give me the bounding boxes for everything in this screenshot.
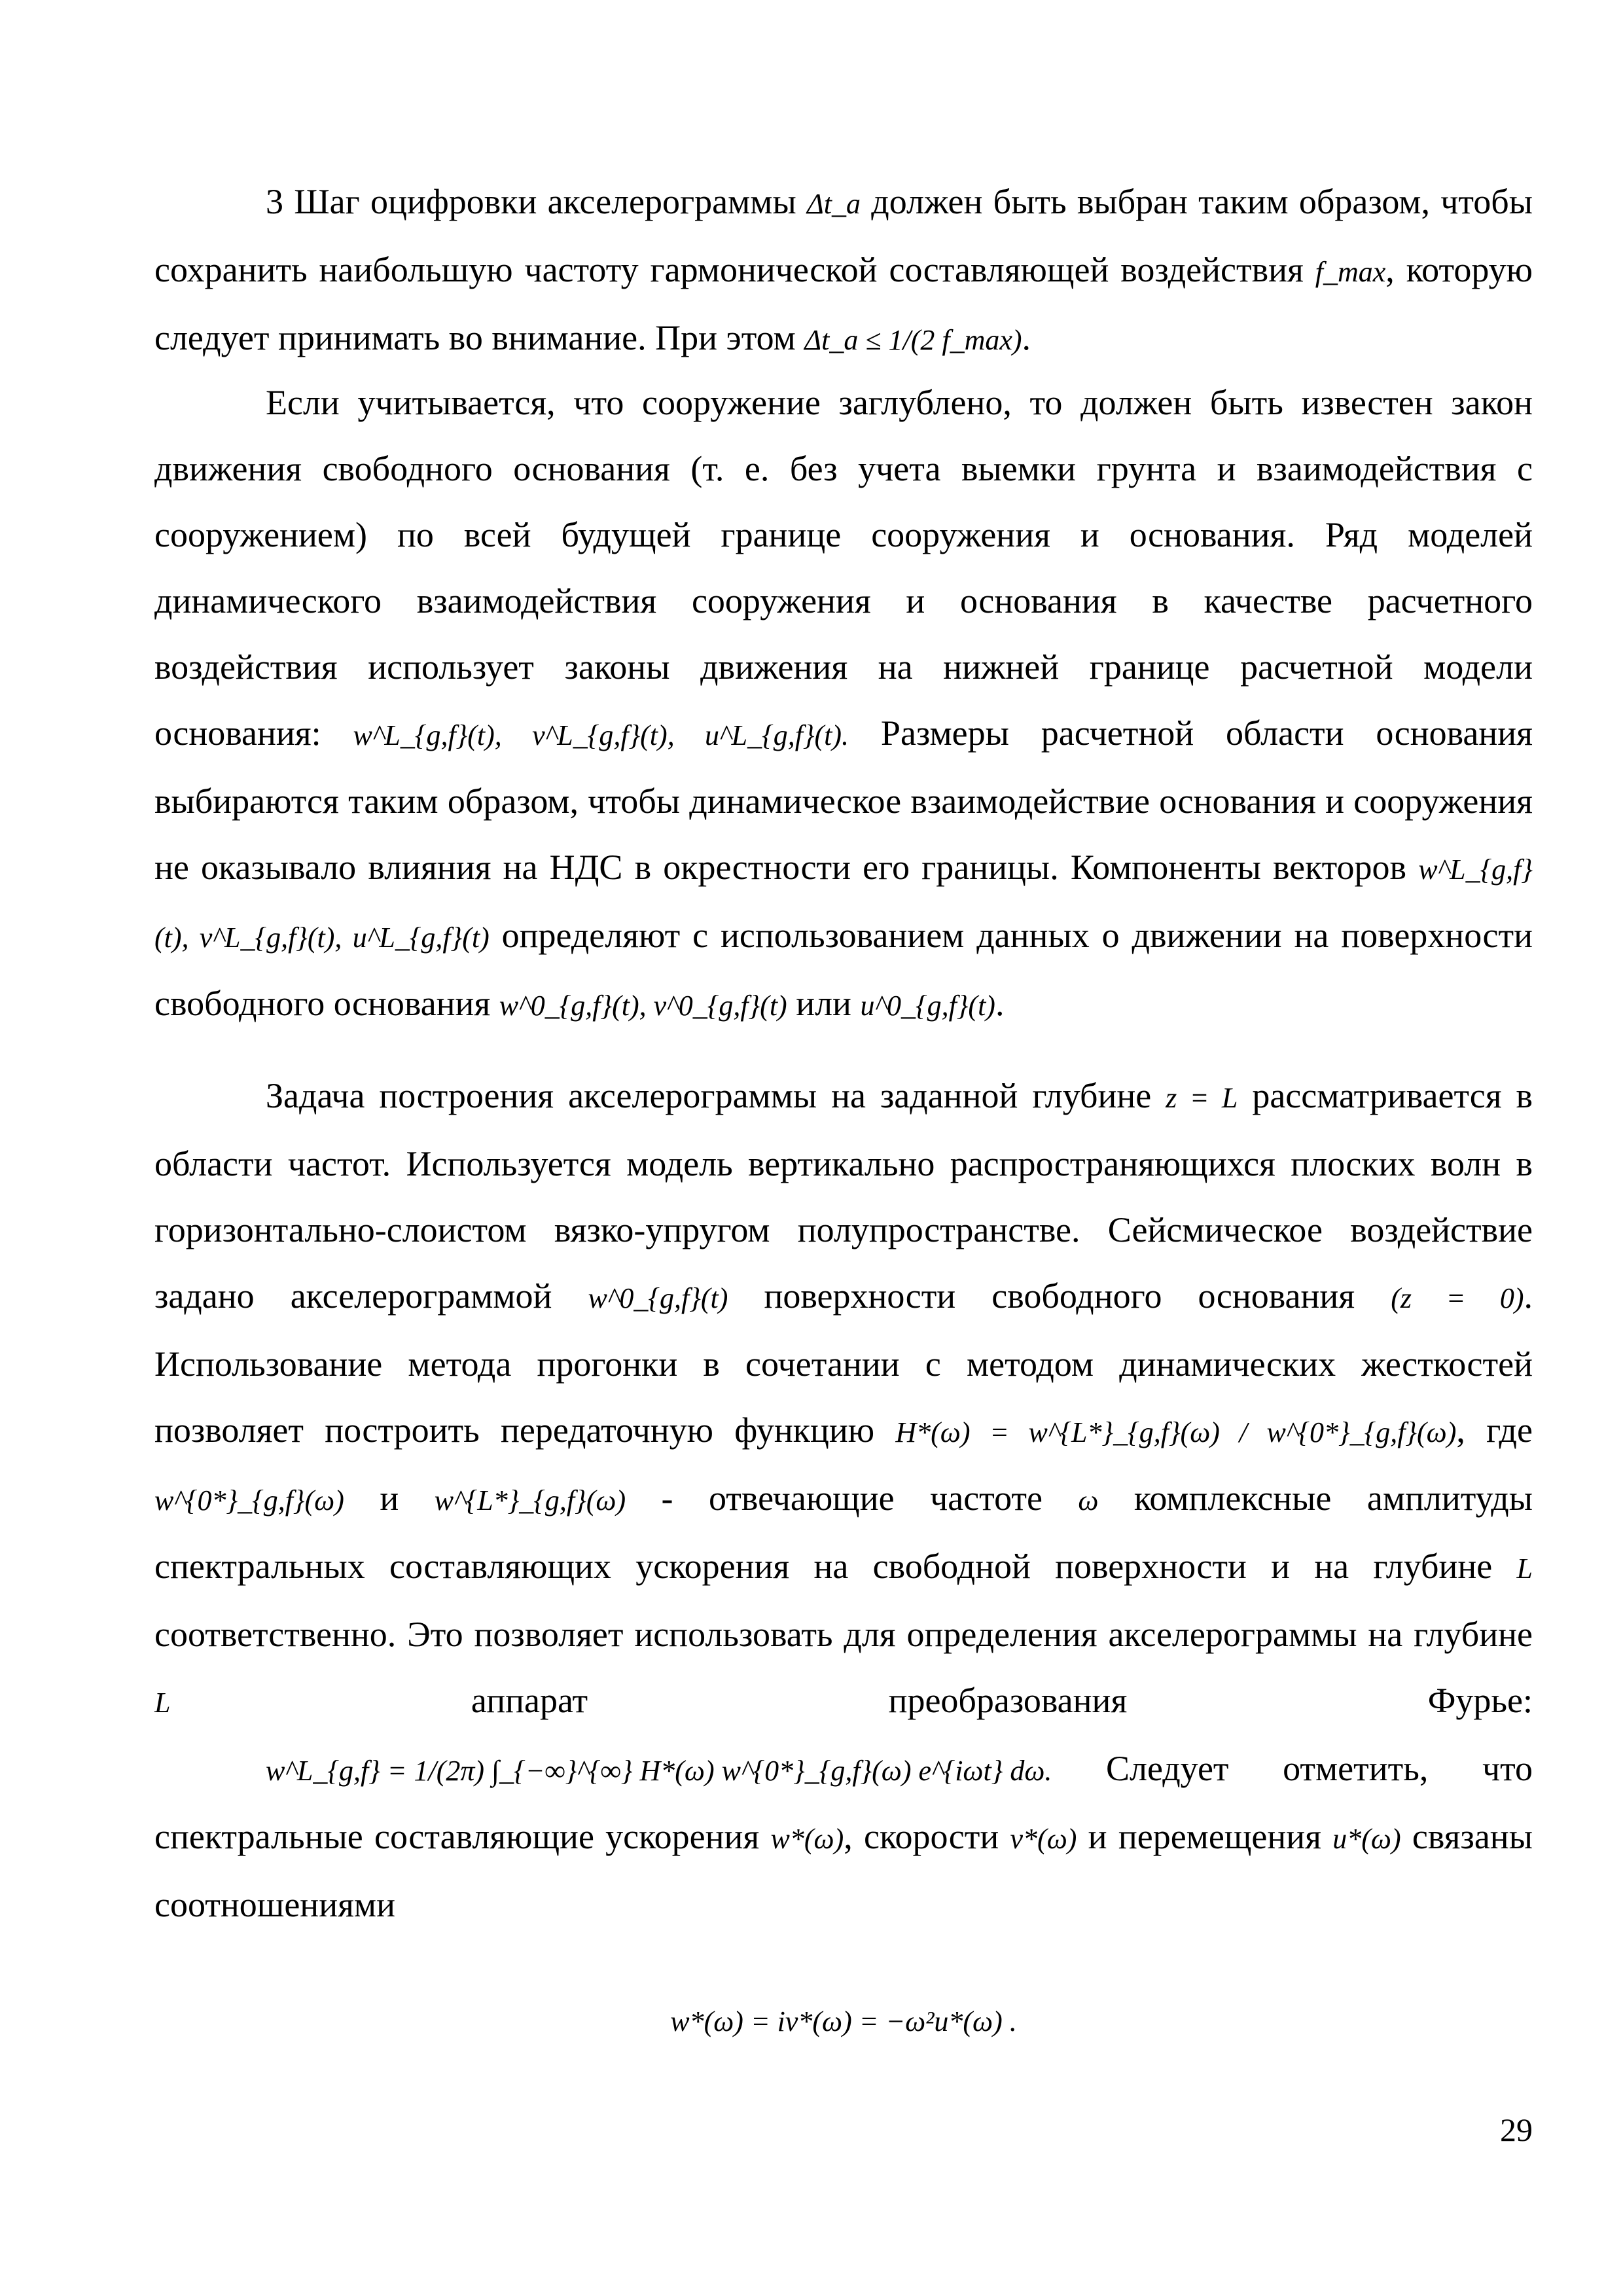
formula-w-star: w*(ω) bbox=[770, 1823, 844, 1855]
formula-wv-0: w^0_{g,f}(t), v^0_{g,f}(t) bbox=[499, 990, 787, 1022]
formula-delta-ta: Δt_a bbox=[806, 188, 861, 220]
formula-w0: w^0_{g,f}(t) bbox=[588, 1282, 728, 1314]
formula-wvu-L: w^L_{g,f}(t), v^L_{g,f}(t), u^L_{g,f}(t). bbox=[353, 719, 849, 751]
formula-wL-star: w^{L*}_{g,f}(ω) bbox=[434, 1484, 626, 1516]
formula-u-0: u^0_{g,f}(t) bbox=[860, 990, 995, 1022]
centered-formula: w*(ω) = iv*(ω) = −ω²u*(ω) . bbox=[670, 2005, 1017, 2037]
formula-delta-ta-condition: Δt_a ≤ 1/(2 f_max) bbox=[804, 324, 1022, 356]
paragraph-3: Задача построения акселерограммы на заданной глубине z = L рассматривается в области частот. Используется модель вертикально распространяющихся плоских волн в горизонтально-слоистом вязко-упругом полупространстве. Сейсмическое воздействие задано акселерограммой w^0_{g,f}(t) поверхности свободного основания (z = 0). Использование метода прогонки в сочетании с методом динамических жесткостей позволяет построить передаточную функцию H*(ω) = w^{L*}_{g,f}(ω) / w^{0*}_{g,f}(ω), где w^{0*}_{g,f}(ω) и w^{L*}_{g,f}(ω) - отвечающие частоте ω комплексные амплитуды спектральных составляющих ускорения на свободной поверхности и на глубине L соответственно. Это позволяет использовать для определения акселерограммы на глубине L аппарат преобразования Фурье: w^L_{g,f} = 1/(2π) ∫_{−∞}^{∞} H*(ω) w^{0*}_{g,f}(ω) e^{iωt} dω. Следует отметить, что спектральные составляющие ускорения w*(ω), скорости v*(ω) и перемещения u*(ω) связаны соотношениями bbox=[154, 1076, 1533, 1924]
formula-omega: ω bbox=[1078, 1484, 1099, 1516]
formula-z-eq-0: (z = 0) bbox=[1391, 1282, 1524, 1314]
paragraph-1: 3 Шаг оцифровки акселерограммы Δt_a должен быть выбран таким образом, чтобы сохранить наибольшую частоту гармонической составляющей воздействия f_max, которую следует принимать во внимание. При этом Δt_a ≤ 1/(2 f_max). bbox=[154, 182, 1533, 357]
formula-wvu-L-2: w^L_{g,f}(t), v^L_{g,f}(t), u^L_{g,f}(t) bbox=[154, 853, 1533, 954]
formula-u-star: u*(ω) bbox=[1332, 1823, 1401, 1855]
page-number: 29 bbox=[1500, 2111, 1533, 2148]
formula-L-2: L bbox=[154, 1687, 171, 1719]
formula-fourier-integral: w^L_{g,f} = 1/(2π) ∫_{−∞}^{∞} H*(ω) w^{0*}_{g,f}(ω) e^{iωt} dω. bbox=[266, 1755, 1052, 1787]
formula-v-star: v*(ω) bbox=[1010, 1823, 1077, 1855]
formula-w0-star: w^{0*}_{g,f}(ω) bbox=[154, 1484, 344, 1516]
formula-fmax: f_max bbox=[1315, 256, 1386, 288]
formula-L-1: L bbox=[1516, 1552, 1533, 1585]
paragraph-2: Если учитывается, что сооружение заглублено, то должен быть известен закон движения свободного основания (т. е. без учета выемки грунта и взаимодействия с сооружением) по всей будущей границе сооружения и основания. Ряд моделей динамического взаимодействия сооружения и основания в качестве расчетного воздействия использует законы движения на нижней границе расчетной модели основания: w^L_{g,f}(t), v^L_{g,f}(t), u^L_{g,f}(t). Размеры расчетной области основания выбираются таким образом, чтобы динамическое взаимодействие основания и сооружения не оказывало влияния на НДС в окрестности его границы. Компоненты векторов w^L_{g,f}(t), v^L_{g,f}(t), u^L_{g,f}(t) определяют с использованием данных о движении на поверхности свободного основания w^0_{g,f}(t), v^0_{g,f}(t) или u^0_{g,f}(t). bbox=[154, 383, 1533, 1023]
formula-z-eq-L: z = L bbox=[1166, 1082, 1238, 1114]
formula-transfer-function: H*(ω) = w^{L*}_{g,f}(ω) / w^{0*}_{g,f}(ω) bbox=[895, 1416, 1457, 1448]
